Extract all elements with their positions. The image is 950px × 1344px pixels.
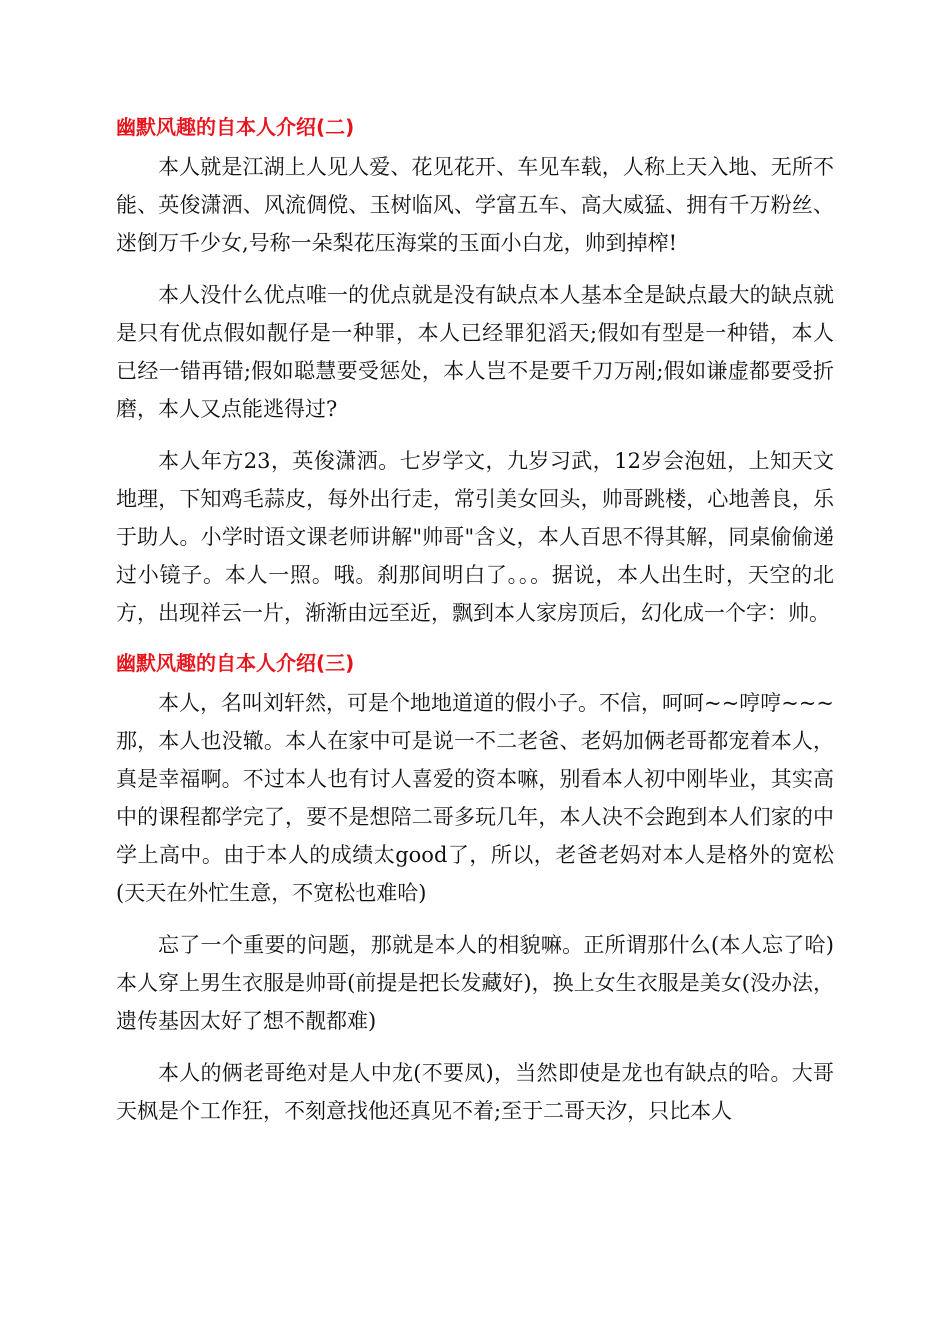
section-3 (116, 646, 834, 1130)
document-body (116, 110, 834, 1144)
paragraph: 本人，名叫刘轩然，可是个地地道道的假小子。不信，呵呵~~哼哼~~~那，本人也没辙。本人在家中可是说一不二老爸、老妈加俩老哥都宠着本人，真是幸福啊。不过本人也有讨人喜爱的资本嘛，别看本人初中刚毕业，其实高中的课程都学完了，要不是想陪二哥多玩几年，本人决不会跑到本人们家的中学上高中。由于本人的成绩太good了，所以，老爸老妈对本人是格外的宽松(天天在外忙生意，不宽松也难哈) (116, 691, 834, 905)
paragraph: 本人就是江湖上人见人爱、花见花开、车见车载，人称上天入地、无所不能、英俊潇洒、风流倜傥、玉树临风、学富五车、高大威猛、拥有千万粉丝、迷倒万千少女,号称一朵梨花压海棠的玉面小白龙，帅到掉榨! (116, 155, 834, 255)
section-2 (116, 110, 834, 632)
paragraph: 本人的俩老哥绝对是人中龙(不要凤)，当然即使是龙也有缺点的哈。大哥天枫是个工作狂，不刻意找他还真见不着;至于二哥天汐，只比本人 (116, 1061, 834, 1123)
paragraph: 本人没什么优点唯一的优点就是没有缺点本人基本全是缺点最大的缺点就是只有优点假如靓仔是一种罪，本人已经罪犯滔天;假如有型是一种错，本人已经一错再错;假如聪慧要受惩处，本人岂不是要千刀万剐;假如谦虚都要受折磨，本人又点能逃得过? (116, 283, 834, 421)
section-heading: 幽默风趣的自本人介绍(二) (116, 115, 355, 139)
paragraph: 忘了一个重要的问题，那就是本人的相貌嘛。正所谓那什么(本人忘了哈)本人穿上男生衣服是帅哥(前提是把长发藏好)，换上女生衣服是美女(没办法，遗传基因太好了想不靓都难) (116, 933, 834, 1033)
paragraph: 本人年方23，英俊潇洒。七岁学文，九岁习武，12岁会泡妞，上知天文地理，下知鸡毛蒜皮，每外出行走，常引美女回头，帅哥跳楼，心地善良，乐于助人。小学时语文课老师讲解"帅哥"含义，本人百思不得其解，同桌偷偷递过小镜子。本人一照。哦。刹那间明白了。。。据说，本人出生时，天空的北方，出现祥云一片，渐渐由远至近，飘到本人家房顶后，幻化成一个字：帅。 (116, 449, 834, 625)
section-heading: 幽默风趣的自本人介绍(三) (116, 651, 355, 675)
